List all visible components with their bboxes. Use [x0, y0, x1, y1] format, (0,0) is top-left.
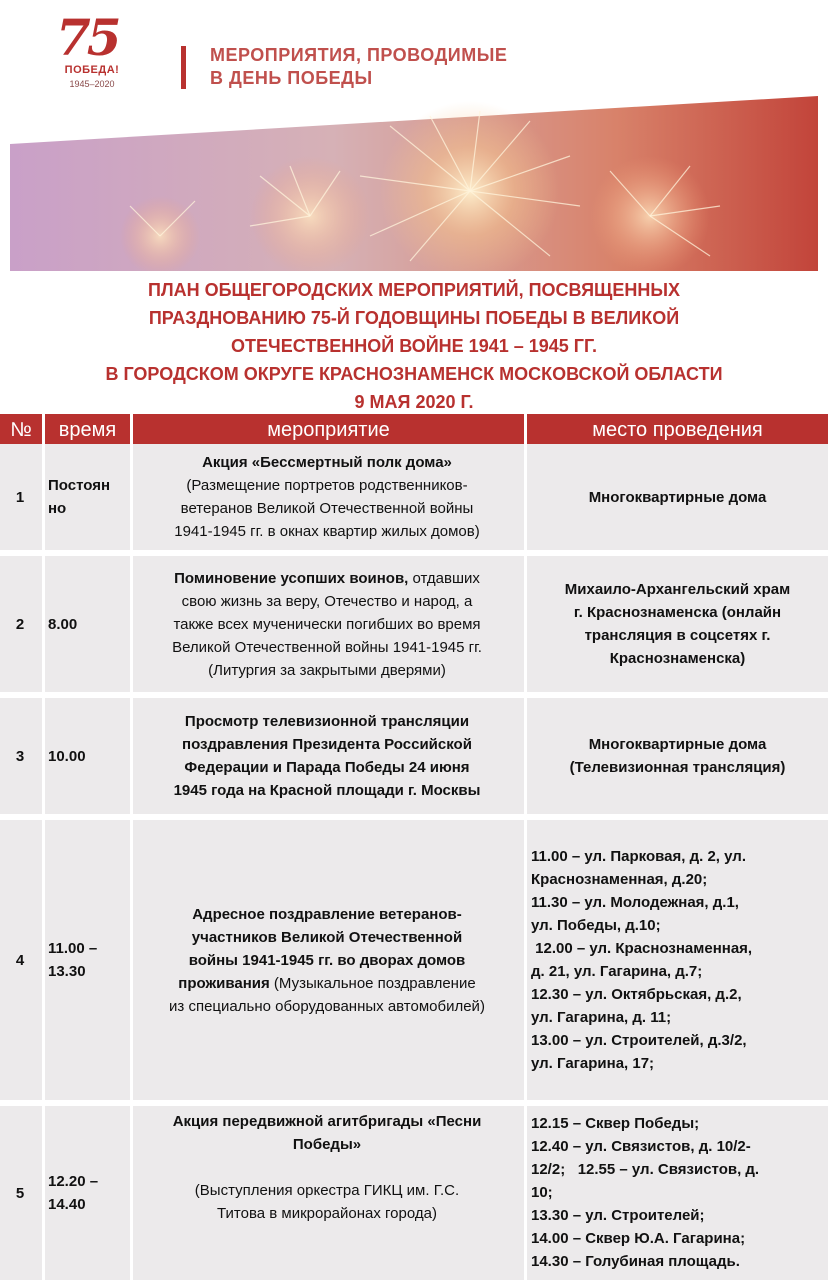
page-header	[0, 0, 828, 100]
row-time: 8.00	[48, 615, 78, 633]
row-event: Акция передвижной агитбригады «Песни Победы» (Выступления оркестра ГИКЦ им. Г.С. Титова в микрорайонах города)	[172, 1113, 482, 1222]
row-time: 11.00 – 13.30	[48, 940, 98, 980]
table-row	[0, 556, 828, 692]
row-number: 5	[15, 1184, 25, 1202]
victory-75-logo	[44, 8, 150, 92]
header-num: №	[0, 414, 42, 444]
row-time: 10.00	[48, 747, 86, 765]
row-event: Поминовение усопших воинов, отдавших свою жизнь за веру, Отечество и народ, а также всех мученически погибших во время Великой Отечественной войны 1941-1945 гг. (Литургия за закрытыми дверями)	[172, 569, 482, 679]
header-event: мероприятие	[133, 414, 524, 444]
row-number: 1	[15, 488, 25, 506]
table-header	[0, 414, 828, 444]
row-event: Просмотр телевизионной трансляции поздравления Президента Российской Федерации и Парада Победы 24 июня 1945 года на Красной площади г. Москвы	[173, 713, 481, 799]
row-time: 12.20 – 14.40	[48, 1173, 99, 1213]
table-row	[0, 1106, 828, 1280]
row-event: Акция «Бессмертный полк дома» (Размещение портретов родственников- ветеранов Великой Отечественной войны 1941-1945 гг. в окнах квартир жилых домов)	[174, 454, 480, 540]
row-event: Адресное поздравление ветеранов- участников Великой Отечественной войны 1941-1945 гг. во дворах домов проживания (Музыкальное поздравление из специально оборудованных автомобилей)	[169, 905, 485, 1015]
row-place: Многоквартирные дома (Телевизионная трансляция)	[569, 736, 786, 776]
header-title: МЕРОПРИЯТИЯ, ПРОВОДИМЫЕ В ДЕНЬ ПОБЕДЫ	[210, 45, 508, 88]
logo-word: ПОБЕДА!	[64, 64, 120, 76]
logo-years: 1945–2020	[69, 79, 115, 89]
plan-title: ПЛАН ОБЩЕГОРОДСКИХ МЕРОПРИЯТИЙ, ПОСВЯЩЕННЫХ ПРАЗДНОВАНИЮ 75-Й ГОДОВЩИНЫ ПОБЕДЫ В ВЕЛИКОЙ ОТЕЧЕСТВЕННОЙ ВОЙНЕ 1941 – 1945 ГГ. В ГОРОДСКОМ ОКРУГЕ КРАСНОЗНАМЕНСК МОСКОВСКОЙ ОБЛАСТИ 9 МАЯ 2020 Г.	[105, 280, 723, 412]
header-place: место проведения	[527, 414, 828, 444]
row-place: Михаило-Архангельский храм г. Краснознаменска (онлайн трансляция в соцсетях г. Краснознаменска)	[564, 581, 791, 667]
row-place: 12.15 – Сквер Победы; 12.40 – ул. Связистов, д. 10/2- 12/2; 12.55 – ул. Связистов, д. 10; 13.30 – ул. Строителей; 14.00 – Сквер Ю.А. Гагарина; 14.30 – Голубиная площадь.	[531, 1115, 760, 1270]
row-number: 4	[15, 951, 25, 969]
header-time: время	[45, 414, 130, 444]
table-row	[0, 444, 828, 550]
row-place: 11.00 – ул. Парковая, д. 2, ул. Краснознаменная, д.20; 11.30 – ул. Молодежная, д.1, ул. Победы, д.10; 12.00 – ул. Краснознаменная, д. 21, ул. Гагарина, д.7; 12.30 – ул. Октябрьская, д.2, ул. Гагарина, д. 11; 13.00 – ул. Строителей, д.3/2, ул. Гагарина, 17;	[531, 848, 753, 1072]
fireworks-banner-image	[10, 96, 818, 271]
table-row	[0, 820, 828, 1100]
row-number: 3	[15, 747, 25, 765]
row-number: 2	[15, 615, 25, 633]
table-row	[0, 698, 828, 814]
row-place: Многоквартирные дома	[588, 488, 767, 506]
row-time: Постоян но	[48, 477, 111, 517]
header-divider	[181, 46, 186, 89]
logo-number: 75	[56, 8, 118, 67]
